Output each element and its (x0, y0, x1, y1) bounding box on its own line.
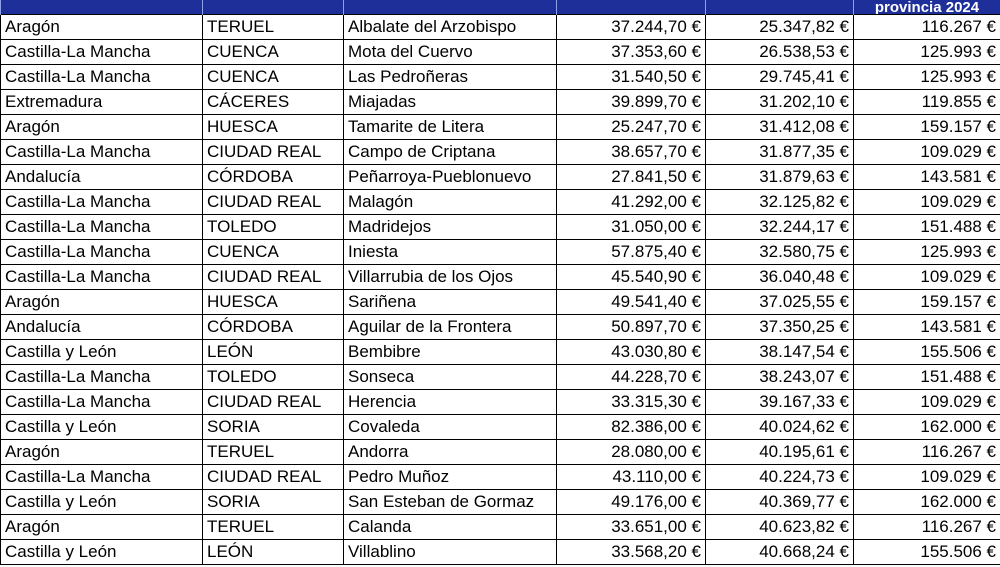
cell-importe-1[interactable]: 41.292,00 € (557, 190, 706, 215)
table-row (1, 315, 1000, 340)
header-row (1, 0, 1000, 15)
cell-provincia-2024[interactable]: 151.488 € (854, 365, 1000, 390)
cell-importe-1[interactable]: 43.030,80 € (557, 340, 706, 365)
cell-comunidad[interactable]: Castilla-La Mancha (1, 365, 203, 390)
cell-provincia-2024[interactable]: 116.267 € (854, 15, 1000, 40)
cell-importe-1[interactable]: 31.050,00 € (557, 215, 706, 240)
cell-importe-1[interactable]: 45.540,90 € (557, 265, 706, 290)
cell-importe-2[interactable]: 40.668,24 € (706, 540, 854, 565)
cell-comunidad[interactable]: Castilla-La Mancha (1, 40, 203, 65)
table-row (1, 65, 1000, 90)
cell-provincia-2024[interactable]: 159.157 € (854, 290, 1000, 315)
cell-comunidad[interactable]: Aragón (1, 440, 203, 465)
cell-importe-2[interactable]: 37.350,25 € (706, 315, 854, 340)
cell-importe-2[interactable]: 38.243,07 € (706, 365, 854, 390)
cell-comunidad[interactable]: Castilla y León (1, 415, 203, 440)
cell-comunidad[interactable]: Extremadura (1, 90, 203, 115)
cell-comunidad[interactable]: Castilla-La Mancha (1, 265, 203, 290)
cell-municipio[interactable]: Madridejos (344, 215, 557, 240)
cell-importe-1[interactable]: 33.568,20 € (557, 540, 706, 565)
cell-municipio[interactable]: Pedro Muñoz (344, 465, 557, 490)
cell-municipio[interactable]: Miajadas (344, 90, 557, 115)
cell-comunidad[interactable]: Castilla y León (1, 540, 203, 565)
cell-importe-2[interactable]: 40.024,62 € (706, 415, 854, 440)
cell-importe-1[interactable]: 38.657,70 € (557, 140, 706, 165)
cell-municipio[interactable]: Villablino (344, 540, 557, 565)
cell-provincia[interactable]: CIUDAD REAL (203, 390, 344, 415)
cell-municipio[interactable]: Calanda (344, 515, 557, 540)
cell-provincia-2024[interactable]: 151.488 € (854, 215, 1000, 240)
cell-importe-1[interactable]: 37.353,60 € (557, 40, 706, 65)
cell-provincia[interactable]: HUESCA (203, 115, 344, 140)
cell-provincia[interactable]: LEÓN (203, 340, 344, 365)
cell-comunidad[interactable]: Aragón (1, 115, 203, 140)
header-cell-provincia (203, 0, 344, 15)
cell-importe-1[interactable]: 50.897,70 € (557, 315, 706, 340)
table-row (1, 40, 1000, 65)
table-row (1, 515, 1000, 540)
cell-comunidad[interactable]: Castilla y León (1, 340, 203, 365)
cell-importe-2[interactable]: 25.347,82 € (706, 15, 854, 40)
cell-provincia[interactable]: SORIA (203, 415, 344, 440)
cell-municipio[interactable]: Sonseca (344, 365, 557, 390)
table-row (1, 165, 1000, 190)
cell-provincia[interactable]: TERUEL (203, 515, 344, 540)
cell-provincia[interactable]: CÓRDOBA (203, 315, 344, 340)
cell-municipio[interactable]: San Esteban de Gormaz (344, 490, 557, 515)
cell-importe-2[interactable]: 40.195,61 € (706, 440, 854, 465)
cell-importe-1[interactable]: 31.540,50 € (557, 65, 706, 90)
cell-comunidad[interactable]: Andalucía (1, 315, 203, 340)
cell-importe-2[interactable]: 40.224,73 € (706, 465, 854, 490)
table-row (1, 440, 1000, 465)
table-row (1, 490, 1000, 515)
cell-municipio[interactable]: Iniesta (344, 240, 557, 265)
cell-provincia[interactable]: CIUDAD REAL (203, 465, 344, 490)
table-row (1, 190, 1000, 215)
cell-provincia-2024[interactable]: 119.855 € (854, 90, 1000, 115)
cell-provincia-2024[interactable]: 143.581 € (854, 315, 1000, 340)
header-cell-comunidad (1, 0, 203, 15)
cell-importe-1[interactable]: 33.315,30 € (557, 390, 706, 415)
table-row (1, 115, 1000, 140)
cell-provincia[interactable]: LEÓN (203, 540, 344, 565)
table-row (1, 265, 1000, 290)
cell-importe-2[interactable]: 36.040,48 € (706, 265, 854, 290)
cell-importe-2[interactable]: 38.147,54 € (706, 340, 854, 365)
cell-comunidad[interactable]: Castilla-La Mancha (1, 140, 203, 165)
cell-provincia-2024[interactable]: 109.029 € (854, 140, 1000, 165)
cell-importe-2[interactable]: 32.580,75 € (706, 240, 854, 265)
cell-provincia[interactable]: TERUEL (203, 440, 344, 465)
cell-provincia[interactable]: CUENCA (203, 40, 344, 65)
table-row (1, 390, 1000, 415)
cell-importe-1[interactable]: 37.244,70 € (557, 15, 706, 40)
cell-provincia[interactable]: TOLEDO (203, 365, 344, 390)
cell-importe-1[interactable]: 57.875,40 € (557, 240, 706, 265)
cell-importe-2[interactable]: 32.125,82 € (706, 190, 854, 215)
cell-importe-1[interactable]: 27.841,50 € (557, 165, 706, 190)
table-body (1, 15, 1000, 565)
cell-provincia-2024[interactable]: 109.029 € (854, 265, 1000, 290)
table-row (1, 340, 1000, 365)
cell-provincia-2024[interactable]: 125.993 € (854, 40, 1000, 65)
cell-provincia-2024[interactable]: 109.029 € (854, 390, 1000, 415)
cell-provincia-2024[interactable]: 162.000 € (854, 490, 1000, 515)
cell-provincia[interactable]: TOLEDO (203, 215, 344, 240)
cell-provincia-2024[interactable]: 125.993 € (854, 65, 1000, 90)
cell-importe-2[interactable]: 40.369,77 € (706, 490, 854, 515)
cell-comunidad[interactable]: Aragón (1, 15, 203, 40)
cell-provincia-2024[interactable]: 155.506 € (854, 540, 1000, 565)
cell-comunidad[interactable]: Castilla-La Mancha (1, 215, 203, 240)
cell-comunidad[interactable]: Castilla-La Mancha (1, 465, 203, 490)
cell-comunidad[interactable]: Aragón (1, 515, 203, 540)
cell-provincia-2024[interactable]: 159.157 € (854, 115, 1000, 140)
cell-provincia[interactable]: CIUDAD REAL (203, 190, 344, 215)
cell-comunidad[interactable]: Castilla-La Mancha (1, 240, 203, 265)
cell-municipio[interactable]: Andorra (344, 440, 557, 465)
cell-provincia-2024[interactable]: 162.000 € (854, 415, 1000, 440)
cell-importe-2[interactable]: 37.025,55 € (706, 290, 854, 315)
cell-municipio[interactable]: Mota del Cuervo (344, 40, 557, 65)
cell-importe-2[interactable]: 31.879,63 € (706, 165, 854, 190)
table-row (1, 15, 1000, 40)
cell-importe-1[interactable]: 49.541,40 € (557, 290, 706, 315)
cell-municipio[interactable]: Malagón (344, 190, 557, 215)
cell-provincia[interactable]: CÁCERES (203, 90, 344, 115)
cell-importe-1[interactable]: 39.899,70 € (557, 90, 706, 115)
cell-comunidad[interactable]: Andalucía (1, 165, 203, 190)
cell-comunidad[interactable]: Castilla-La Mancha (1, 390, 203, 415)
table-row (1, 90, 1000, 115)
cell-importe-2[interactable]: 31.202,10 € (706, 90, 854, 115)
cell-provincia-2024[interactable]: 155.506 € (854, 340, 1000, 365)
table-row (1, 365, 1000, 390)
cell-municipio[interactable]: Albalate del Arzobispo (344, 15, 557, 40)
cell-provincia-2024[interactable]: 109.029 € (854, 465, 1000, 490)
cell-provincia-2024[interactable]: 109.029 € (854, 190, 1000, 215)
cell-provincia[interactable]: CIUDAD REAL (203, 265, 344, 290)
header-cell-provincia-2024: provincia 2024 (854, 0, 1000, 15)
cell-provincia[interactable]: CUENCA (203, 65, 344, 90)
cell-municipio[interactable]: Las Pedroñeras (344, 65, 557, 90)
table-row (1, 540, 1000, 565)
cell-municipio[interactable]: Villarrubia de los Ojos (344, 265, 557, 290)
cell-municipio[interactable]: Aguilar de la Frontera (344, 315, 557, 340)
table-row (1, 215, 1000, 240)
cell-importe-1[interactable]: 43.110,00 € (557, 465, 706, 490)
cell-provincia-2024[interactable]: 116.267 € (854, 515, 1000, 540)
cell-provincia-2024[interactable]: 143.581 € (854, 165, 1000, 190)
cell-provincia-2024[interactable]: 116.267 € (854, 440, 1000, 465)
cell-municipio[interactable]: Bembibre (344, 340, 557, 365)
cell-importe-2[interactable]: 39.167,33 € (706, 390, 854, 415)
cell-municipio[interactable]: Herencia (344, 390, 557, 415)
table-row (1, 415, 1000, 440)
cell-comunidad[interactable]: Castilla y León (1, 490, 203, 515)
table-row (1, 290, 1000, 315)
cell-comunidad[interactable]: Castilla-La Mancha (1, 190, 203, 215)
table-row (1, 240, 1000, 265)
header-cell-col5 (706, 0, 854, 15)
cell-importe-1[interactable]: 28.080,00 € (557, 440, 706, 465)
cell-provincia-2024[interactable]: 125.993 € (854, 240, 1000, 265)
cell-importe-1[interactable]: 25.247,70 € (557, 115, 706, 140)
cell-comunidad[interactable]: Aragón (1, 290, 203, 315)
cell-municipio[interactable]: Peñarroya-Pueblonuevo (344, 165, 557, 190)
table-row (1, 465, 1000, 490)
cell-municipio[interactable]: Tamarite de Litera (344, 115, 557, 140)
cell-importe-1[interactable]: 44.228,70 € (557, 365, 706, 390)
cell-importe-2[interactable]: 31.877,35 € (706, 140, 854, 165)
cell-importe-2[interactable]: 29.745,41 € (706, 65, 854, 90)
cell-importe-1[interactable]: 82.386,00 € (557, 415, 706, 440)
cell-provincia[interactable]: CIUDAD REAL (203, 140, 344, 165)
cell-importe-2[interactable]: 26.538,53 € (706, 40, 854, 65)
cell-municipio[interactable]: Covaleda (344, 415, 557, 440)
cell-provincia[interactable]: SORIA (203, 490, 344, 515)
cell-importe-1[interactable]: 33.651,00 € (557, 515, 706, 540)
table-row (1, 140, 1000, 165)
cell-importe-1[interactable]: 49.176,00 € (557, 490, 706, 515)
cell-provincia[interactable]: CUENCA (203, 240, 344, 265)
cell-importe-2[interactable]: 31.412,08 € (706, 115, 854, 140)
cell-importe-2[interactable]: 32.244,17 € (706, 215, 854, 240)
cell-municipio[interactable]: Sariñena (344, 290, 557, 315)
header-cell-municipio (344, 0, 557, 15)
cell-importe-2[interactable]: 40.623,82 € (706, 515, 854, 540)
cell-provincia[interactable]: TERUEL (203, 15, 344, 40)
header-cell-col4 (557, 0, 706, 15)
cell-provincia[interactable]: CÓRDOBA (203, 165, 344, 190)
cell-provincia[interactable]: HUESCA (203, 290, 344, 315)
cell-comunidad[interactable]: Castilla-La Mancha (1, 65, 203, 90)
cell-municipio[interactable]: Campo de Criptana (344, 140, 557, 165)
